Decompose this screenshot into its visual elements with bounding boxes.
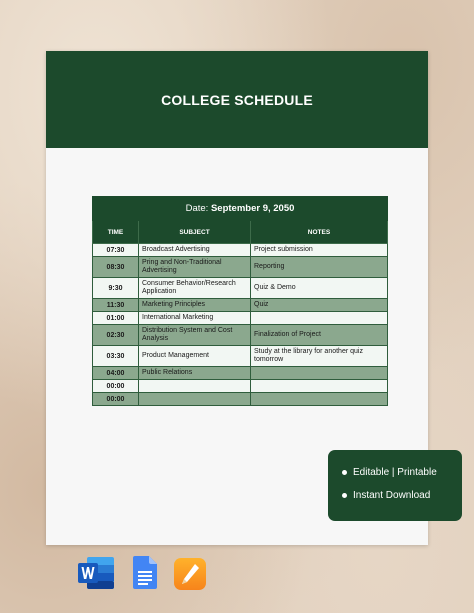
subject-cell: Broadcast Advertising bbox=[139, 244, 251, 257]
google-docs-icon[interactable] bbox=[133, 556, 157, 589]
notes-cell: Finalization of Project bbox=[251, 325, 388, 346]
table-row bbox=[93, 325, 388, 346]
time-cell: 9:30 bbox=[93, 278, 139, 299]
time-cell: 03:30 bbox=[93, 346, 139, 367]
notes-cell: Study at the library for another quiz tomorrow bbox=[251, 346, 388, 367]
time-cell: 01:00 bbox=[93, 312, 139, 325]
column-header-notes: NOTES bbox=[251, 221, 388, 244]
bullet-icon bbox=[342, 493, 347, 498]
notes-cell bbox=[251, 393, 388, 406]
schedule-table bbox=[92, 196, 388, 406]
feature-label: Editable | Printable bbox=[353, 467, 437, 478]
subject-cell: International Marketing bbox=[139, 312, 251, 325]
notes-cell: Project submission bbox=[251, 244, 388, 257]
date-value: September 9, 2050 bbox=[210, 203, 295, 214]
date-label: Date: bbox=[185, 203, 209, 214]
time-cell: 08:30 bbox=[93, 257, 139, 278]
feature-label: Instant Download bbox=[353, 490, 431, 501]
document-title: COLLEGE SCHEDULE bbox=[46, 51, 428, 148]
subject-cell: Public Relations bbox=[139, 367, 251, 380]
notes-cell bbox=[251, 380, 388, 393]
header-row bbox=[93, 221, 388, 244]
table-row bbox=[93, 346, 388, 367]
table-row bbox=[93, 312, 388, 325]
date-row bbox=[93, 197, 388, 221]
notes-cell: Reporting bbox=[251, 257, 388, 278]
word-icon[interactable] bbox=[78, 557, 114, 589]
table-row bbox=[93, 244, 388, 257]
time-cell: 00:00 bbox=[93, 380, 139, 393]
feature-item bbox=[342, 467, 437, 478]
table-row bbox=[93, 278, 388, 299]
time-cell: 11:30 bbox=[93, 299, 139, 312]
subject-cell: Distribution System and Cost Analysis bbox=[139, 325, 251, 346]
notes-cell: Quiz & Demo bbox=[251, 278, 388, 299]
column-header-subject: SUBJECT bbox=[139, 221, 251, 244]
time-cell: 00:00 bbox=[93, 393, 139, 406]
subject-cell bbox=[139, 380, 251, 393]
time-cell: 07:30 bbox=[93, 244, 139, 257]
table-row bbox=[93, 380, 388, 393]
table-row bbox=[93, 257, 388, 278]
bullet-icon bbox=[342, 470, 347, 475]
column-header-time: TIME bbox=[93, 221, 139, 244]
subject-cell: Pring and Non-Traditional Advertising bbox=[139, 257, 251, 278]
table-row bbox=[93, 367, 388, 380]
time-cell: 02:30 bbox=[93, 325, 139, 346]
time-cell: 04:00 bbox=[93, 367, 139, 380]
subject-cell: Product Management bbox=[139, 346, 251, 367]
feature-item bbox=[342, 490, 430, 501]
subject-cell bbox=[139, 393, 251, 406]
notes-cell bbox=[251, 367, 388, 380]
pages-icon[interactable] bbox=[174, 558, 206, 590]
subject-cell: Consumer Behavior/Research Application bbox=[139, 278, 251, 299]
features-badge bbox=[328, 450, 462, 521]
notes-cell: Quiz bbox=[251, 299, 388, 312]
notes-cell bbox=[251, 312, 388, 325]
subject-cell: Marketing Principles bbox=[139, 299, 251, 312]
table-row bbox=[93, 393, 388, 406]
table-row bbox=[93, 299, 388, 312]
